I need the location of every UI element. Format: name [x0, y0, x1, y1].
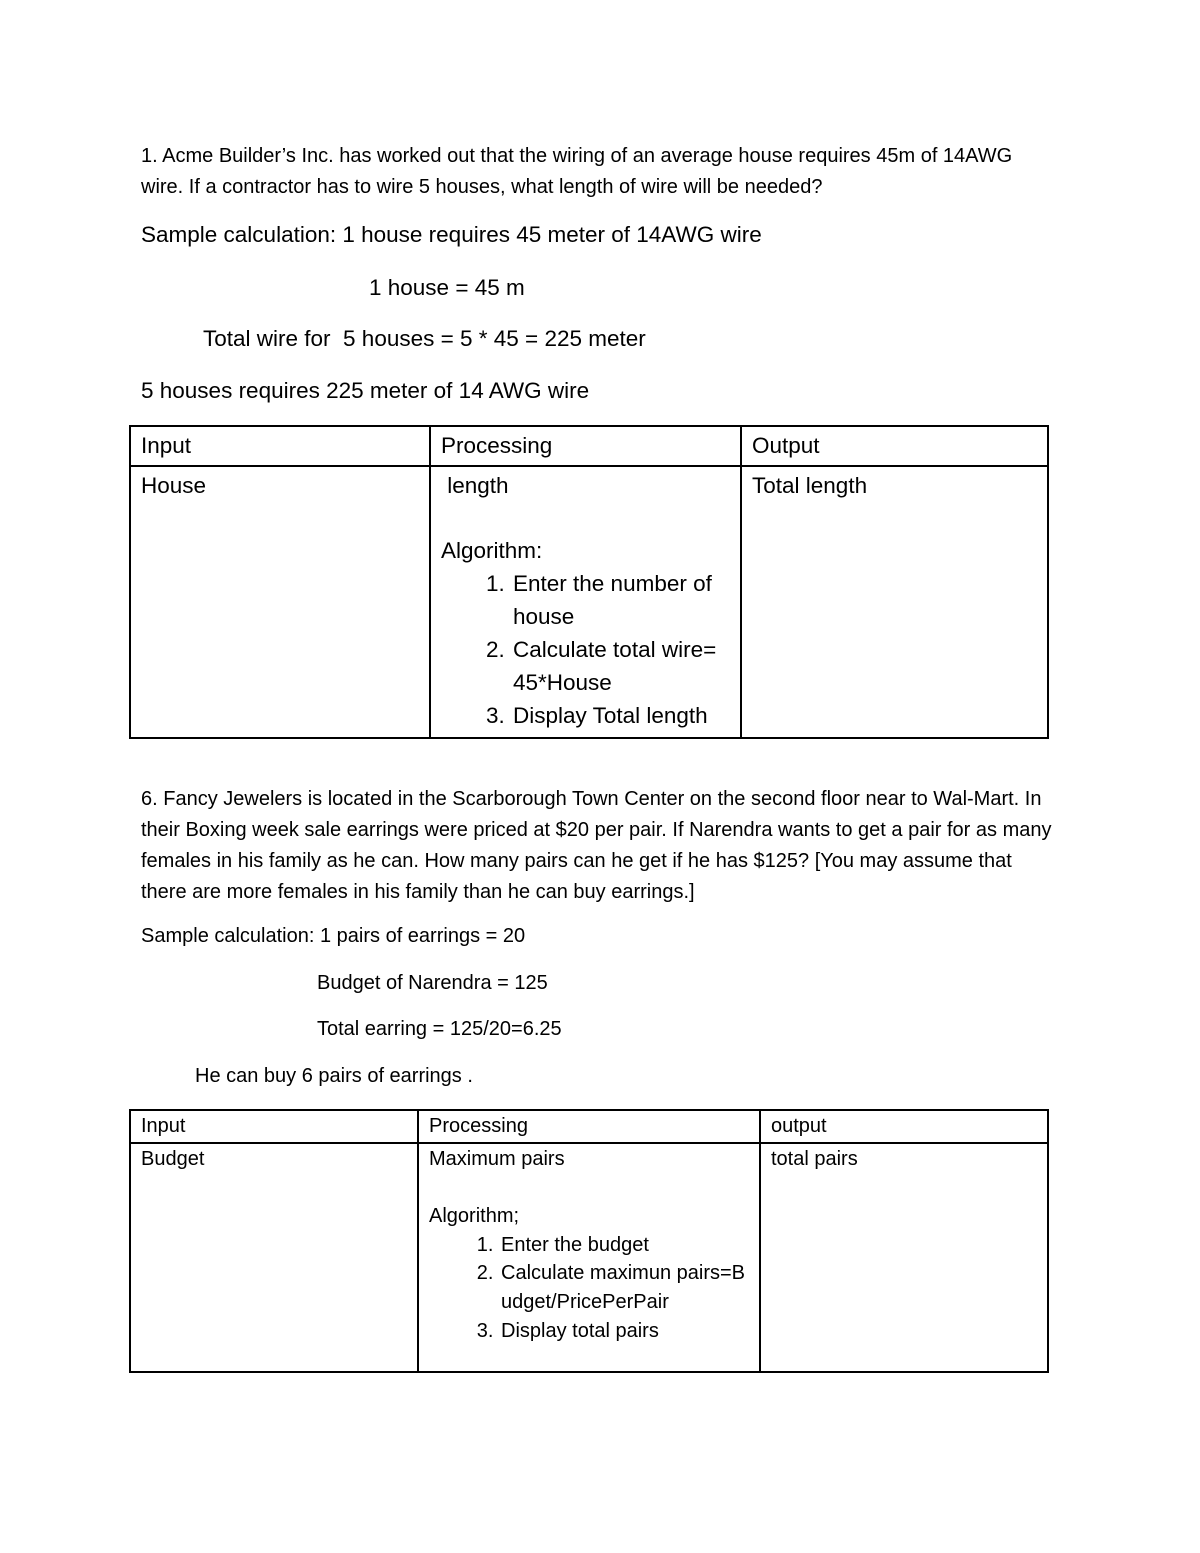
header-output: output: [760, 1110, 1048, 1143]
algorithm-steps: [429, 1231, 749, 1346]
table-header-row: [130, 1110, 1048, 1143]
output-cell: total pairs: [760, 1143, 1048, 1372]
header-input: Input: [130, 426, 430, 466]
algorithm-step: 1. Enter the budget: [499, 1231, 749, 1260]
processing-cell: [430, 466, 741, 738]
q1-problem-text: 1. Acme Builder’s Inc. has worked out that the wiring of an average house requires 45m of 14AWG wire. If a contractor has to wire 5 houses, what length of wire will be needed?: [141, 145, 1013, 198]
header-processing: Processing: [418, 1110, 760, 1143]
table-row: [130, 466, 1048, 738]
q6-calc-result: He can buy 6 pairs of earrings .: [195, 1065, 473, 1087]
q6-ipo-table: [129, 1109, 1049, 1373]
algorithm-step: 2. Calculate total wire= 45*House: [511, 633, 730, 699]
algorithm-step: 2. Calculate maximun pairs=Budget/PricePerPair: [499, 1259, 749, 1317]
processing-label: length: [441, 473, 509, 498]
header-input: Input: [130, 1110, 418, 1143]
table-header-row: [130, 426, 1048, 466]
processing-label: Maximum pairs: [429, 1148, 565, 1170]
q1-calc-line-1: 1 house = 45 m: [369, 275, 525, 300]
q1-calc-result: 5 houses requires 225 meter of 14 AWG wire: [141, 378, 590, 403]
q1-ipo-table: [129, 425, 1049, 739]
q6-problem-text: 6. Fancy Jewelers is located in the Scarborough Town Center on the second floor near to Wal-Mart. In their Boxing week sale earrings were priced at $20 per pair. If Narendra wants to get a pair for as many females in his family as he can. How many pairs can he get if he has $125? [You may assume that there are more females in his family than he can buy earrings.]: [141, 788, 1052, 903]
q1-sample-calculation: Sample calculation: 1 house requires 45 meter of 14AWG wire: [141, 222, 762, 247]
processing-cell: [418, 1143, 760, 1372]
algorithm-label: Algorithm;: [429, 1204, 520, 1227]
algorithm-label: Algorithm:: [441, 538, 543, 563]
algorithm-step: 3. Display Total length: [511, 699, 730, 732]
algorithm-step: 1. Enter the number of house: [511, 567, 730, 633]
header-output: Output: [741, 426, 1048, 466]
table-row: [130, 1143, 1048, 1372]
header-processing: Processing: [430, 426, 741, 466]
output-cell: Total length: [741, 466, 1048, 738]
q6-calc-line-2: Total earring = 125/20=6.25: [317, 1018, 562, 1040]
algorithm-steps: [441, 567, 730, 732]
q6-calc-line-1: Budget of Narendra = 125: [317, 972, 548, 994]
input-cell: House: [130, 466, 430, 738]
algorithm-step: 3. Display total pairs: [499, 1317, 749, 1346]
q1-calc-line-2: Total wire for 5 houses = 5 * 45 = 225 meter: [203, 326, 646, 351]
input-cell: Budget: [130, 1143, 418, 1372]
q6-sample-calculation: Sample calculation: 1 pairs of earrings = 20: [141, 925, 526, 947]
